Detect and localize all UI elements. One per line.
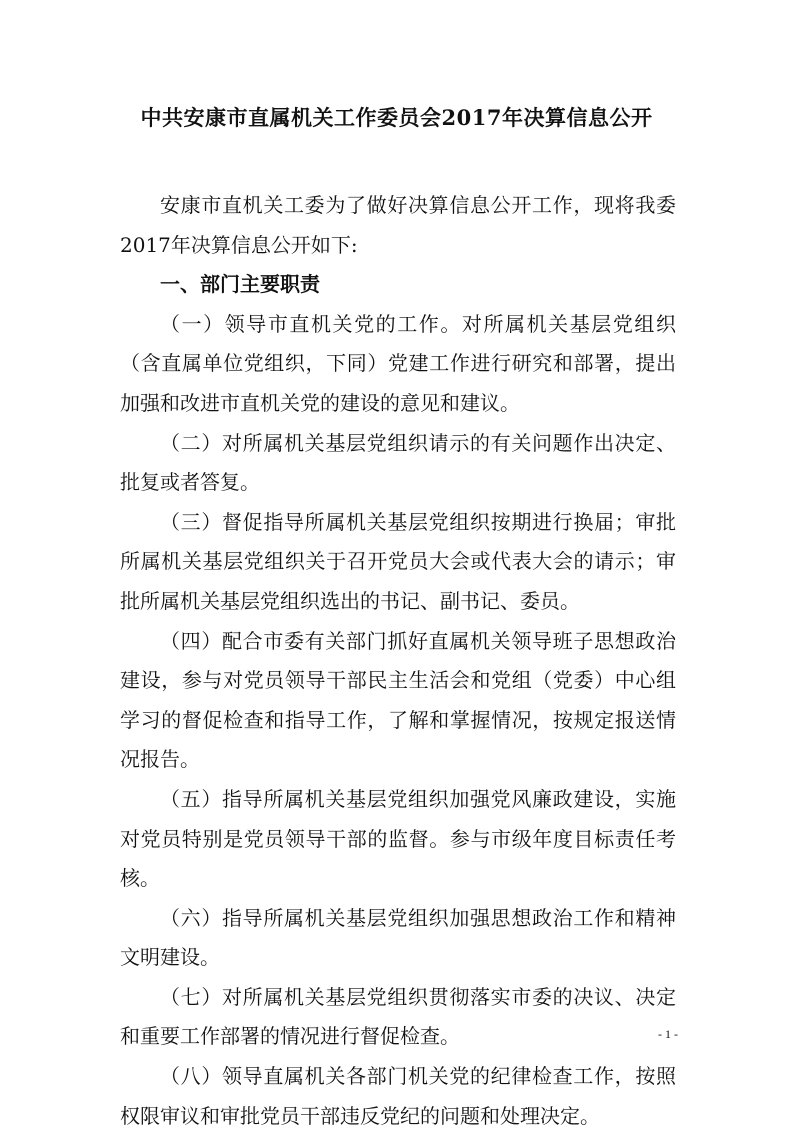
duty-item-6: （六）指导所属机关基层党组织加强思想政治工作和精神文明建设。 — [120, 905, 676, 970]
duty-item-8: （八）领导直属机关各部门机关党的纪律检查工作，按照权限审议和审批党员干部违反党纪的问题和处理决定。 — [120, 1064, 676, 1128]
page-number: - 1 - — [658, 1027, 678, 1041]
duty-item-4: （四）配合市委有关部门抓好直属机关领导班子思想政治建设，参与对党员领导干部民主生活会和党组（党委）中心组学习的督促检查和指导工作，了解和掌握情况，按规定报送情况报告。 — [120, 628, 676, 772]
duty-item-2: （二）对所属机关基层党组织请示的有关问题作出决定、批复或者答复。 — [120, 430, 676, 495]
document-body — [120, 186, 676, 1136]
duty-item-7: （七）对所属机关基层党组织贯彻落实市委的决议、决定和重要工作部署的情况进行督促检查。 — [120, 984, 676, 1049]
document-title: 中共安康市直属机关工作委员会2017年决算信息公开 — [140, 105, 653, 130]
duty-item-5: （五）指导所属机关基层党组织加强党风廉政建设，实施对党员特别是党员领导干部的监督。参与市级年度目标责任考核。 — [120, 786, 676, 891]
section-heading: 一、部门主要职责 — [160, 272, 320, 297]
intro-paragraph: 安康市直机关工委为了做好决算信息公开工作，现将我委2017年决算信息公开如下: — [120, 193, 676, 257]
duty-item-1: （一）领导市直机关党的工作。对所属机关基层党组织（含直属单位党组织，下同）党建工作进行研究和部署，提出加强和改进市直机关党的建设的意见和建议。 — [120, 311, 676, 415]
duty-item-3: （三）督促指导所属机关基层党组织按期进行换届；审批所属机关基层党组织关于召开党员大会或代表大会的请示；审批所属机关基层党组织选出的书记、副书记、委员。 — [120, 509, 676, 613]
